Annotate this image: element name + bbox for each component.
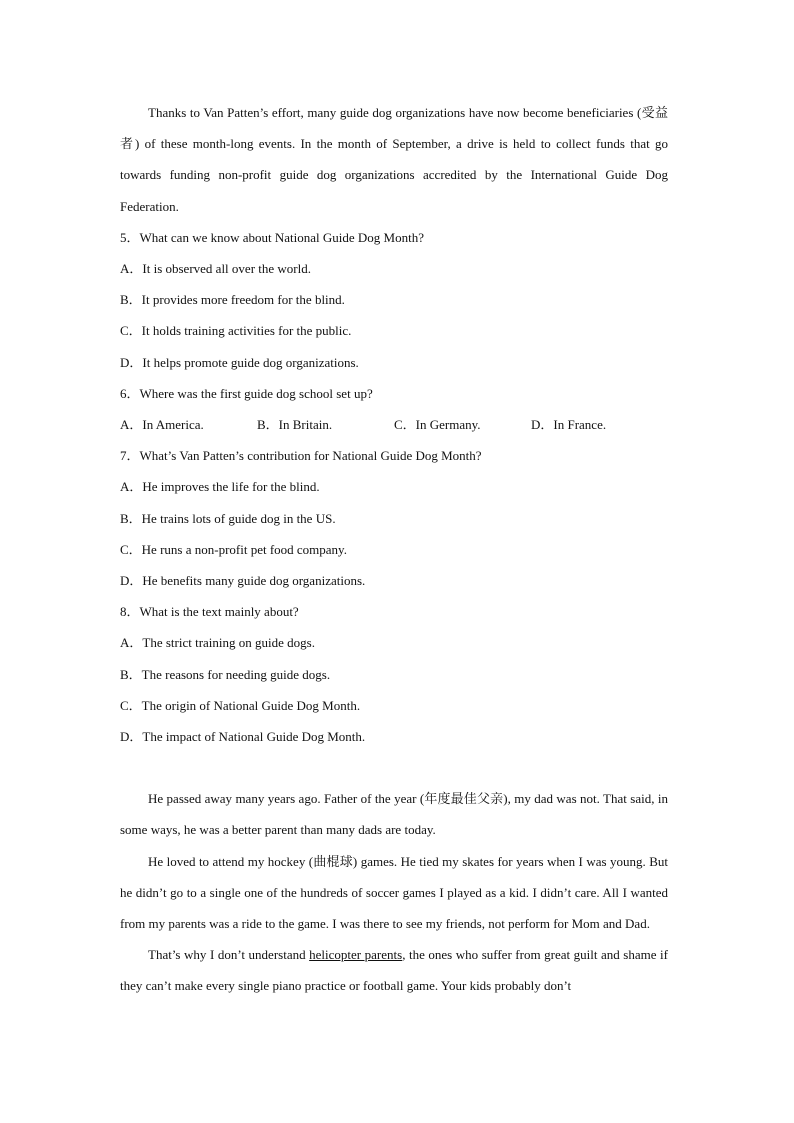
question-6-option-b: B．In Britain. bbox=[257, 417, 333, 433]
question-6-option-a: A．In America. bbox=[120, 417, 204, 433]
question-6-options bbox=[120, 409, 668, 440]
underlined-term-helicopter-parents: helicopter parents bbox=[309, 947, 403, 963]
passage2-paragraph-1: He passed away many years ago. Father of the year (年度最佳父亲), my dad was not. That said, in some ways, he was a better parent than many dads are today. bbox=[120, 791, 668, 838]
question-6-option-d: D．In France. bbox=[531, 417, 607, 433]
passage2-paragraph-3 bbox=[120, 939, 668, 1001]
question-8-option-a: A．The strict training on guide dogs. bbox=[120, 635, 315, 651]
question-5-option-b: B．It provides more freedom for the blind. bbox=[120, 292, 345, 308]
question-7-option-c: C．He runs a non-profit pet food company. bbox=[120, 541, 347, 557]
question-5-option-d: D．It helps promote guide dog organizations. bbox=[120, 354, 359, 370]
passage1-paragraph: Thanks to Van Patten’s effort, many guide dog organizations have now become beneficiaries (受益者) of these month-long events. In the month of September, a drive is held to collect funds that go towards funding non-profit guide dog organizations accredited by the International Guide Dog Federation. bbox=[120, 105, 668, 214]
question-5-option-c: C．It holds training activities for the public. bbox=[120, 323, 352, 339]
section-gap bbox=[120, 752, 668, 783]
document-content bbox=[120, 97, 668, 1002]
question-7-option-a: A．He improves the life for the blind. bbox=[120, 479, 320, 495]
question-8-option-c: C．The origin of National Guide Dog Month. bbox=[120, 697, 361, 713]
question-7-stem: 7．What’s Van Patten’s contribution for National Guide Dog Month? bbox=[120, 448, 482, 464]
question-5-stem: 5．What can we know about National Guide Dog Month? bbox=[120, 229, 424, 245]
question-6-stem: 6．Where was the first guide dog school set up? bbox=[120, 385, 373, 401]
question-5-option-a: A．It is observed all over the world. bbox=[120, 261, 311, 277]
question-6-option-c: C．In Germany. bbox=[394, 417, 481, 433]
passage2-p3-before: That’s why I don’t understand bbox=[148, 947, 310, 963]
question-7-option-d: D．He benefits many guide dog organizations. bbox=[120, 573, 366, 589]
passage2-p3-after: , the ones who suffer from great guilt and shame if they can’t make every single piano practice or football game. Your kids probably don’t bbox=[120, 947, 668, 994]
question-8-stem: 8．What is the text mainly about? bbox=[120, 604, 299, 620]
question-7-option-b: B．He trains lots of guide dog in the US. bbox=[120, 510, 336, 526]
question-8-option-d: D．The impact of National Guide Dog Month. bbox=[120, 729, 366, 745]
question-8-option-b: B．The reasons for needing guide dogs. bbox=[120, 666, 331, 682]
passage2-paragraph-2: He loved to attend my hockey (曲棍球) games. He tied my skates for years when I was young. But he didn’t go to a single one of the hundreds of soccer games I played as a kid. I didn’t care. All I wanted from my parents was a ride to the game. I was there to see my friends, not perform for Mom and Dad. bbox=[120, 853, 668, 932]
